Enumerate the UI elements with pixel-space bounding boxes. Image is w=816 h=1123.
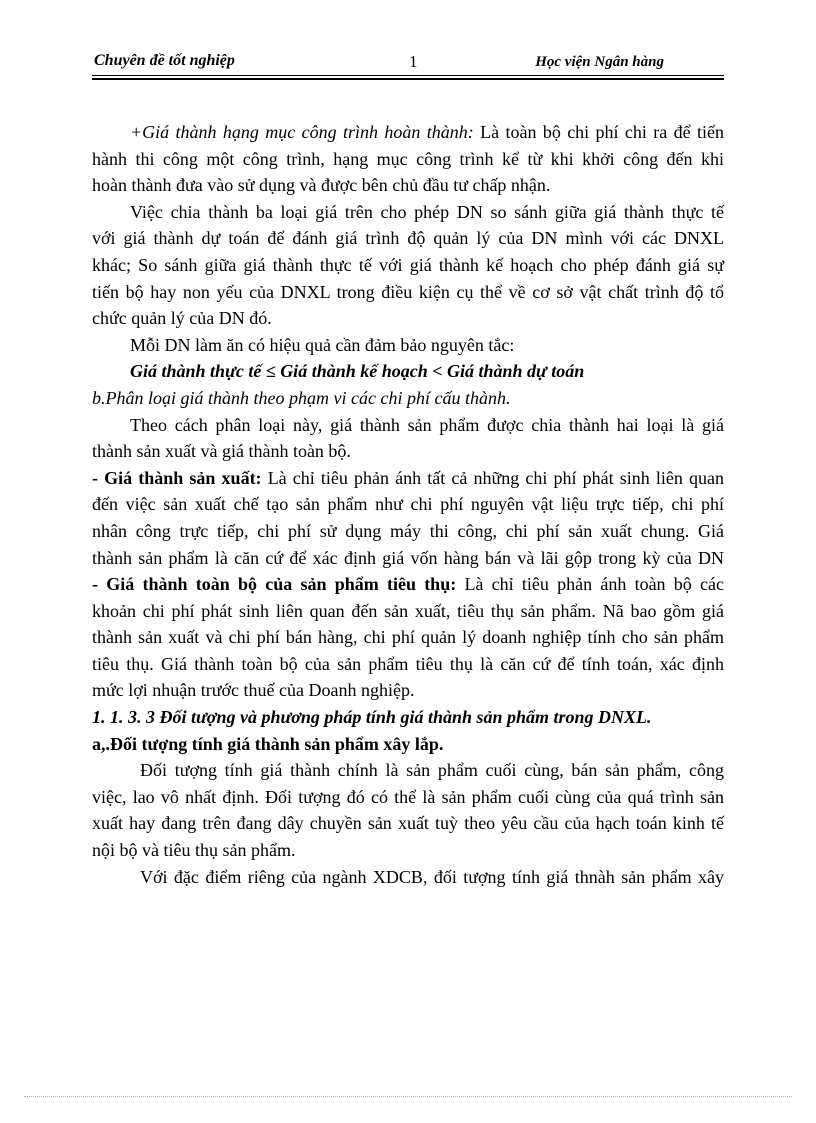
header-rule-thick xyxy=(92,78,724,80)
page-number: 1 xyxy=(409,52,418,71)
p2-line: Việc chia thành ba loại giá trên cho phép DN so sánh giữa giá thành thực tế xyxy=(130,201,724,222)
section-heading-1133: 1. 1. 3. 3 Đối tượng và phương pháp tính giá thành sản phẩm trong DNXL. xyxy=(92,707,652,728)
section-heading-a: a,.Đối tượng tính giá thành sản phẩm xây lắp. xyxy=(92,733,444,754)
p5-line: nhân công trực tiếp, chi phí sử dụng máy thi công, chi phí sản xuất chung. Giá xyxy=(92,520,724,541)
p5-text: Là chỉ tiêu phản ánh tất cả những chi phí phát sinh liên quan xyxy=(261,467,724,488)
header-document-type: Chuyên đề tốt nghiệp xyxy=(94,52,235,69)
page-header xyxy=(92,48,724,74)
section-heading-b: b.Phân loại giá thành theo phạm vi các chi phí cấu thành. xyxy=(92,387,511,408)
p6-line: mức lợi nhuận trước thuế của Doanh nghiệp. xyxy=(92,680,415,701)
p5-lead: - Giá thành sản xuất: xyxy=(92,467,262,488)
p2-line: khác; So sánh giữa giá thành thực tế với giá thành kế hoạch cho phép đánh giá sự xyxy=(92,254,724,275)
p4-line: Theo cách phân loại này, giá thành sản phẩm được chia thành hai loại là giá xyxy=(130,414,724,435)
p7-line: nội bộ và tiêu thụ sản phẩm. xyxy=(92,840,296,861)
header-rule-thin xyxy=(92,75,724,76)
p1-line xyxy=(92,119,724,146)
p7-line: việc, lao vô nhất định. Đối tượng đó có thể là sản phẩm cuối cùng của quá trình sản xyxy=(92,786,724,807)
p4-line: thành sản xuất và giá thành toàn bộ. xyxy=(92,441,351,462)
p6-line: khoản chi phí phát sinh liên quan đến sản xuất, tiêu thụ sản phẩm. Nã bao gồm giá xyxy=(92,600,724,621)
p5-line xyxy=(92,465,724,492)
p1-text: Là toàn bộ chi phí chi ra để tiến xyxy=(473,122,724,142)
p6-line xyxy=(92,571,724,598)
p1-lead: +Giá thành hạng mục công trình hoàn thành: xyxy=(130,122,474,142)
p2-line: chức quản lý của DN đó. xyxy=(92,308,272,329)
p2-line: với giá thành dự toán để đánh giá trình độ quản lý của DN mình với các DNXL xyxy=(92,228,724,249)
p6-lead: - Giá thành toàn bộ của sản phẩm tiêu thụ: xyxy=(92,574,457,595)
p8-line: Với đặc điểm riêng của ngành XDCB, đối tượng tính giá thnàh sản phẩm xây xyxy=(140,866,724,887)
p1-line: hành thi công một công trình, hạng mục công trình kể từ khi khởi công đến khi xyxy=(92,148,724,169)
document-body xyxy=(92,119,724,890)
p7-line: Đối tượng tính giá thành chính là sản phẩm cuối cùng, bán sản phẩm, công xyxy=(140,760,724,781)
p6-text: Là chỉ tiêu phản ánh toàn bộ các xyxy=(456,574,724,595)
footer-dotted-rule xyxy=(24,1096,792,1097)
p2-line: tiến bộ hay non yếu của DNXL trong điều kiện cụ thể về cơ sở vật chất trình độ tổ xyxy=(92,281,724,302)
p1-line: hoàn thành đưa vào sử dụng và được bên chủ đầu tư chấp nhận. xyxy=(92,175,551,196)
p7-line: xuất hay đang trên đang dây chuyền sản xuất tuỳ theo yêu cầu của hạch toán kinh tế xyxy=(92,813,724,834)
p6-line: thành sản xuất và chi phí bán hàng, chi phí quản lý doanh nghiệp tính cho sản phẩm xyxy=(92,627,724,648)
p5-line: đến việc sản xuất chế tạo sản phẩm như chi phí nguyên vật liệu trực tiếp, chi phí xyxy=(92,494,724,515)
p5-line: thành sản phẩm là căn cứ để xác định giá vốn hàng bán và lãi gộp trong kỳ của DN xyxy=(92,547,724,568)
pricing-formula: Giá thành thực tế ≤ Giá thành kế hoạch < Giá thành dự toán xyxy=(130,361,585,382)
p6-line: tiêu thụ. Giá thành toàn bộ của sản phẩm tiêu thụ là căn cứ để tính toán, xác định xyxy=(92,653,724,674)
header-institution: Học viện Ngân hàng xyxy=(535,54,664,70)
p3-line: Mỗi DN làm ăn có hiệu quả cần đảm bảo nguyên tắc: xyxy=(130,334,515,355)
